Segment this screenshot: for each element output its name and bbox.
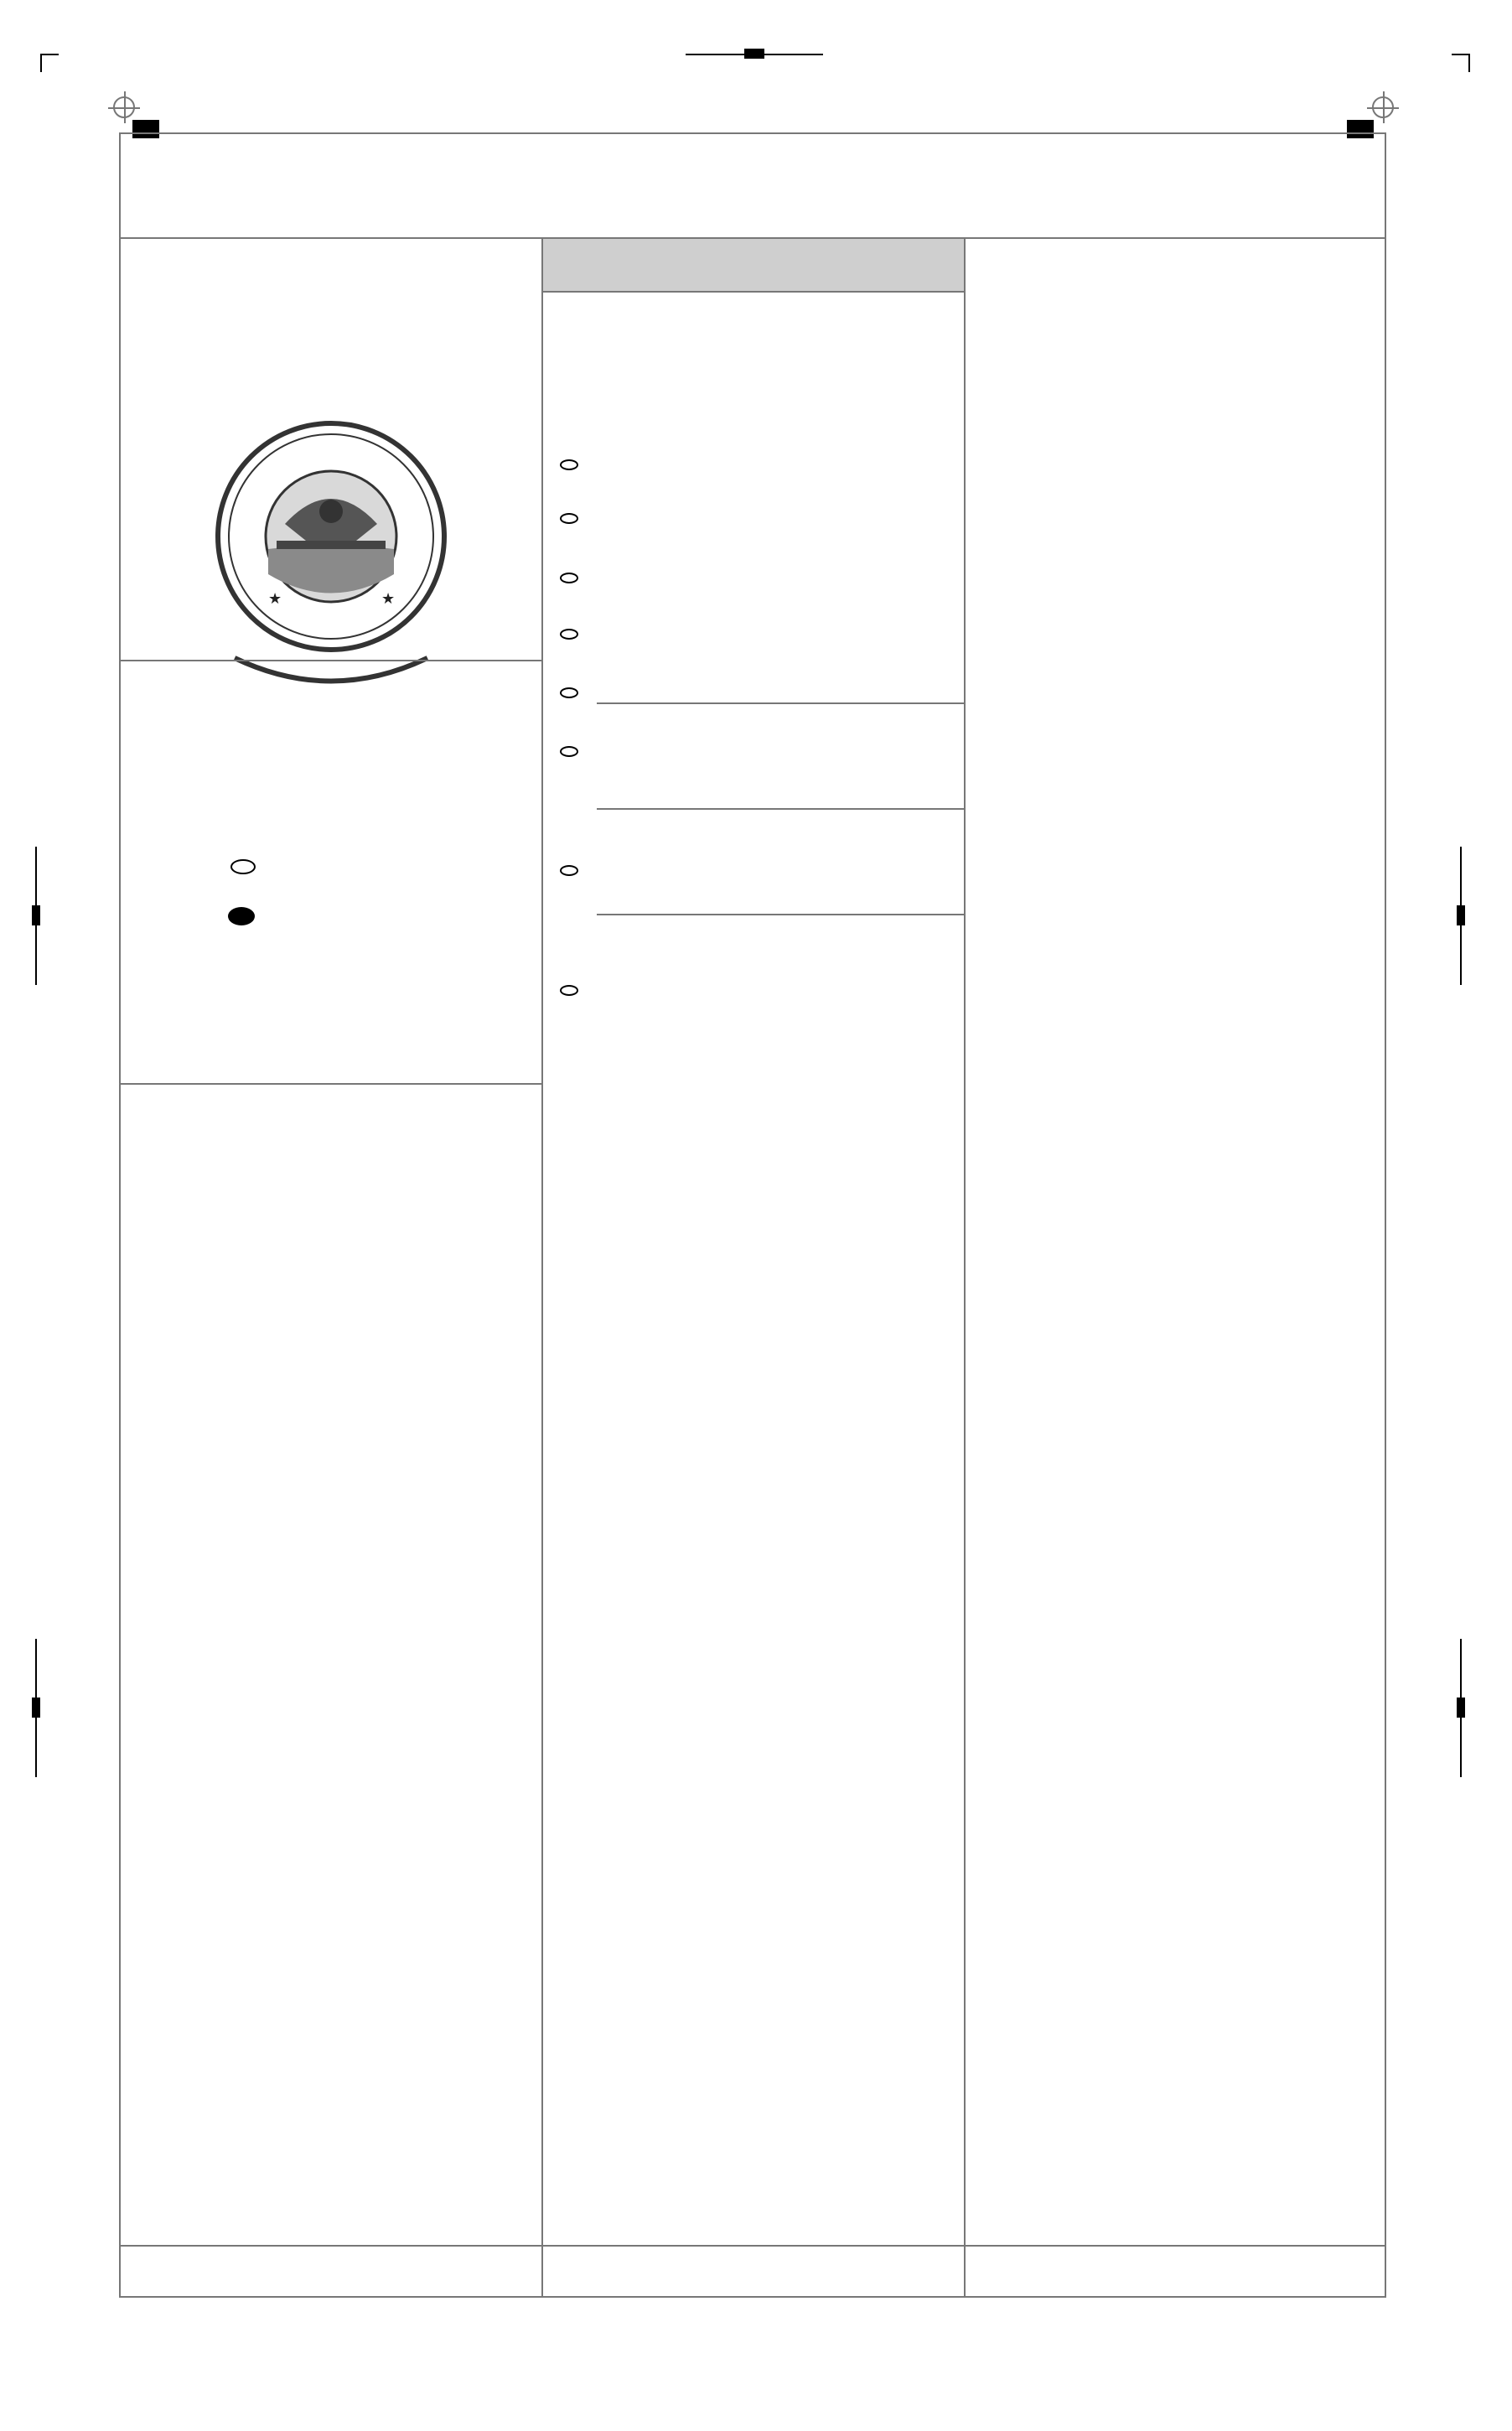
corner-mark-top-left xyxy=(40,54,59,72)
svg-text:★: ★ xyxy=(381,590,396,607)
county-seal-logo xyxy=(210,415,453,692)
vote-oval[interactable] xyxy=(560,865,578,876)
column-divider-1 xyxy=(541,237,543,2298)
instructions-bottom-divider xyxy=(119,1083,543,1085)
vote-oval[interactable] xyxy=(560,513,578,524)
school-offices-header-bg xyxy=(543,239,964,293)
vote-oval[interactable] xyxy=(560,985,578,996)
vote-oval[interactable] xyxy=(560,687,578,698)
footer-divider xyxy=(119,2245,1386,2247)
left-panel-divider xyxy=(119,660,543,661)
corner-mark-top-right xyxy=(1452,54,1470,72)
registration-crosshair-left xyxy=(113,96,135,118)
write-in-line-3[interactable] xyxy=(597,914,966,915)
vote-oval[interactable] xyxy=(560,573,578,583)
vote-oval[interactable] xyxy=(560,629,578,640)
write-in-line-2[interactable] xyxy=(597,808,966,810)
vote-oval[interactable] xyxy=(560,459,578,470)
write-in-line-1[interactable] xyxy=(597,702,966,704)
vote-oval[interactable] xyxy=(560,746,578,757)
side-alignment-right-bottom-mark xyxy=(1457,1698,1465,1718)
example-empty-oval xyxy=(230,859,256,874)
side-alignment-right-top-mark xyxy=(1457,905,1465,925)
top-center-mark xyxy=(744,49,764,59)
column-divider-2 xyxy=(964,237,966,2298)
svg-text:★: ★ xyxy=(268,590,282,607)
side-alignment-left-bottom-mark xyxy=(32,1698,40,1718)
side-alignment-left-top-mark xyxy=(32,905,40,925)
example-filled-oval xyxy=(228,907,255,925)
registration-crosshair-right xyxy=(1372,96,1394,118)
